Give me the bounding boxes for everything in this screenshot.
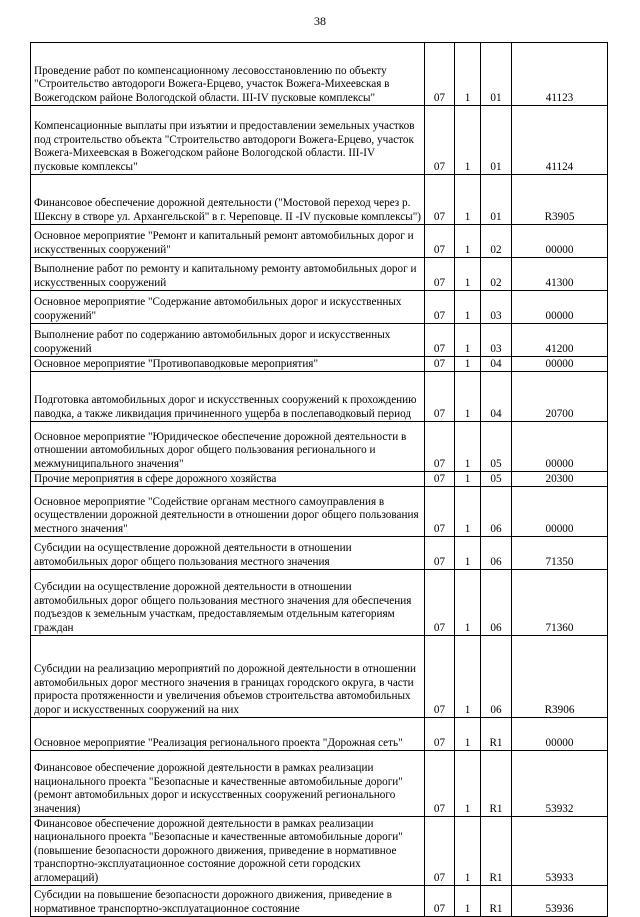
program-code-cell: 1 <box>455 817 481 886</box>
target-code-cell: 00000 <box>512 225 608 258</box>
program-code-cell: 1 <box>455 357 481 372</box>
target-code-cell: R3905 <box>512 175 608 225</box>
table-row <box>31 106 608 175</box>
row-name-cell: Субсидии на реализацию мероприятий по дорожной деятельности в отношении автомобильных дорог местного значения в границах городского округа, в части прироста протяженности и увеличения объемов строительства автомобильных дорог и искусственных сооружений на них <box>31 636 425 718</box>
target-code-cell: 53936 <box>512 886 608 917</box>
target-code-cell: 71360 <box>512 570 608 636</box>
row-name-cell: Выполнение работ по ремонту и капитальному ремонту автомобильных дорог и искусственных сооружений <box>31 258 425 291</box>
program-code-cell: 1 <box>455 886 481 917</box>
item-code-cell: R1 <box>481 886 512 917</box>
row-name-cell: Выполнение работ по содержанию автомобильных дорог и искусственных сооружений <box>31 324 425 357</box>
target-code-cell: 53932 <box>512 751 608 817</box>
row-name-cell: Основное мероприятие "Юридическое обеспечение дорожной деятельности в отношении автомобильных дорог общего пользования регионального и межмуниципального значения" <box>31 422 425 472</box>
program-code-cell: 1 <box>455 422 481 472</box>
program-code-cell: 1 <box>455 537 481 570</box>
row-name-cell: Прочие мероприятия в сфере дорожного хозяйства <box>31 472 425 487</box>
program-code-cell: 1 <box>455 372 481 422</box>
section-code-cell: 07 <box>425 175 455 225</box>
item-code-cell: 01 <box>481 106 512 175</box>
target-code-cell: 00000 <box>512 422 608 472</box>
table-row <box>31 472 608 487</box>
item-code-cell: 01 <box>481 43 512 106</box>
row-name-cell: Основное мероприятие "Ремонт и капитальный ремонт автомобильных дорог и искусственных сооружений" <box>31 225 425 258</box>
target-code-cell: 41300 <box>512 258 608 291</box>
row-name-cell: Проведение работ по компенсационному лесовосстановлению по объекту "Строительство автодороги Вожега-Ерцево, участок Вожега-Михеевская в Вожегодском районе Вологодской области. III-IV пусковые комплексы" <box>31 43 425 106</box>
item-code-cell: 01 <box>481 175 512 225</box>
target-code-cell: 20300 <box>512 472 608 487</box>
row-name-cell: Субсидии на осуществление дорожной деятельности в отношении автомобильных дорог общего пользования местного значения для обеспечения подъездов к земельным участкам, предоставляемым отдельным категориям граждан <box>31 570 425 636</box>
item-code-cell: 06 <box>481 636 512 718</box>
section-code-cell: 07 <box>425 817 455 886</box>
row-name-cell: Субсидии на осуществление дорожной деятельности в отношении автомобильных дорог общего пользования местного значения <box>31 537 425 570</box>
table-row <box>31 372 608 422</box>
table-row <box>31 751 608 817</box>
item-code-cell: 04 <box>481 372 512 422</box>
section-code-cell: 07 <box>425 636 455 718</box>
row-name-cell: Компенсационные выплаты при изъятии и предоставлении земельных участков под строительство объекта "Строительство автодороги Вожега-Ерцево, участок Вожега-Михеевская в Вожегодском районе Вологодской области. III-IV пусковые комплексы" <box>31 106 425 175</box>
program-code-cell: 1 <box>455 43 481 106</box>
section-code-cell: 07 <box>425 225 455 258</box>
section-code-cell: 07 <box>425 570 455 636</box>
program-code-cell: 1 <box>455 570 481 636</box>
section-code-cell: 07 <box>425 718 455 751</box>
section-code-cell: 07 <box>425 537 455 570</box>
item-code-cell: 06 <box>481 537 512 570</box>
table-row <box>31 175 608 225</box>
table-row <box>31 886 608 917</box>
item-code-cell: R1 <box>481 817 512 886</box>
section-code-cell: 07 <box>425 43 455 106</box>
item-code-cell: 02 <box>481 225 512 258</box>
target-code-cell: 00000 <box>512 357 608 372</box>
table-row <box>31 43 608 106</box>
program-code-cell: 1 <box>455 636 481 718</box>
target-code-cell: 53933 <box>512 817 608 886</box>
target-code-cell: 00000 <box>512 487 608 537</box>
program-code-cell: 1 <box>455 106 481 175</box>
program-code-cell: 1 <box>455 175 481 225</box>
target-code-cell: 41124 <box>512 106 608 175</box>
target-code-cell: 71350 <box>512 537 608 570</box>
target-code-cell: 00000 <box>512 291 608 324</box>
item-code-cell: 03 <box>481 291 512 324</box>
row-name-cell: Финансовое обеспечение дорожной деятельности в рамках реализации национального проекта "Безопасные и качественные автомобильные дороги" (ремонт автомобильных дорог и искусственных сооружений регионального значения) <box>31 751 425 817</box>
table-row <box>31 357 608 372</box>
item-code-cell: 05 <box>481 472 512 487</box>
table-row <box>31 537 608 570</box>
target-code-cell: 41200 <box>512 324 608 357</box>
table-row <box>31 817 608 886</box>
row-name-cell: Финансовое обеспечение дорожной деятельности в рамках реализации национального проекта "Безопасные и качественные автомобильные дороги" (повышение безопасности дорожного движения, приведение в нормативное транспортно-эксплуатационное состояние дорожной сети городских агломераций) <box>31 817 425 886</box>
program-code-cell: 1 <box>455 258 481 291</box>
row-name-cell: Субсидии на повышение безопасности дорожного движения, приведение в нормативное транспортно-эксплуатационное состояние <box>31 886 425 917</box>
row-name-cell: Основное мероприятие "Содержание автомобильных дорог и искусственных сооружений" <box>31 291 425 324</box>
program-code-cell: 1 <box>455 225 481 258</box>
program-code-cell: 1 <box>455 718 481 751</box>
page-number: 38 <box>314 14 326 28</box>
table-row <box>31 487 608 537</box>
section-code-cell: 07 <box>425 751 455 817</box>
item-code-cell: 05 <box>481 422 512 472</box>
section-code-cell: 07 <box>425 487 455 537</box>
table-body <box>31 43 608 917</box>
section-code-cell: 07 <box>425 258 455 291</box>
item-code-cell: 04 <box>481 357 512 372</box>
table-row <box>31 324 608 357</box>
program-code-cell: 1 <box>455 487 481 537</box>
program-code-cell: 1 <box>455 291 481 324</box>
target-code-cell: R3906 <box>512 636 608 718</box>
item-code-cell: 02 <box>481 258 512 291</box>
table-row <box>31 422 608 472</box>
table-row <box>31 258 608 291</box>
section-code-cell: 07 <box>425 422 455 472</box>
item-code-cell: 03 <box>481 324 512 357</box>
row-name-cell: Подготовка автомобильных дорог и искусственных сооружений к прохождению паводка, а также ликвидация причиненного ущерба в послепаводковый период <box>31 372 425 422</box>
budget-classification-table <box>30 42 608 917</box>
table-row <box>31 718 608 751</box>
table-row <box>31 291 608 324</box>
item-code-cell: R1 <box>481 718 512 751</box>
section-code-cell: 07 <box>425 291 455 324</box>
section-code-cell: 07 <box>425 886 455 917</box>
section-code-cell: 07 <box>425 357 455 372</box>
row-name-cell: Основное мероприятие "Противопаводковые мероприятия" <box>31 357 425 372</box>
section-code-cell: 07 <box>425 372 455 422</box>
program-code-cell: 1 <box>455 324 481 357</box>
target-code-cell: 20700 <box>512 372 608 422</box>
section-code-cell: 07 <box>425 106 455 175</box>
program-code-cell: 1 <box>455 751 481 817</box>
row-name-cell: Финансовое обеспечение дорожной деятельности ("Мостовой переход через р. Шексну в створе ул. Архангельской" в г. Череповце. II -IV пусковые комплексы") <box>31 175 425 225</box>
item-code-cell: 06 <box>481 570 512 636</box>
target-code-cell: 00000 <box>512 718 608 751</box>
target-code-cell: 41123 <box>512 43 608 106</box>
row-name-cell: Основное мероприятие "Реализация регионального проекта "Дорожная сеть" <box>31 718 425 751</box>
section-code-cell: 07 <box>425 324 455 357</box>
program-code-cell: 1 <box>455 472 481 487</box>
item-code-cell: R1 <box>481 751 512 817</box>
table-row <box>31 570 608 636</box>
table-row <box>31 636 608 718</box>
table-row <box>31 225 608 258</box>
section-code-cell: 07 <box>425 472 455 487</box>
item-code-cell: 06 <box>481 487 512 537</box>
row-name-cell: Основное мероприятие "Содействие органам местного самоуправления в осуществлении дорожной деятельности в отношении дорог общего пользования местного значения" <box>31 487 425 537</box>
